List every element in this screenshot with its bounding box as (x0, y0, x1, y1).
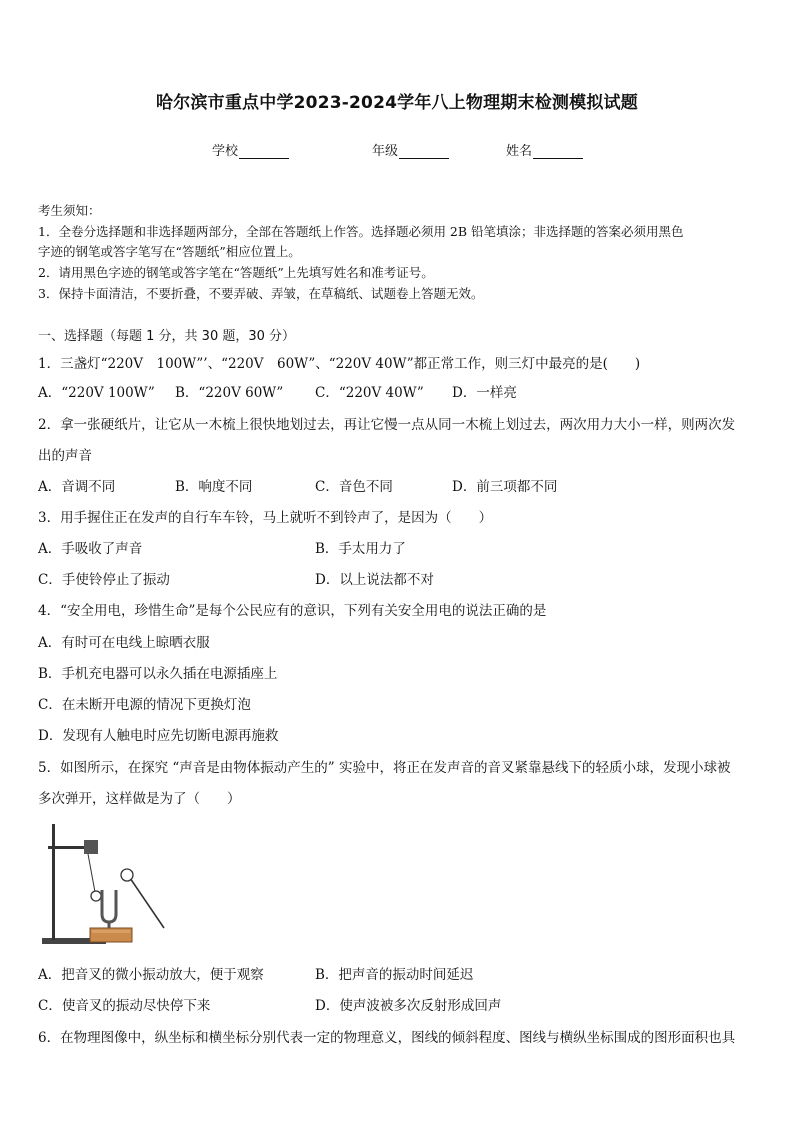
q4-option-b: B．手机充电器可以永久插在电源插座上 (38, 666, 278, 682)
resonance-box-top (92, 930, 130, 933)
tuning-fork (102, 890, 116, 922)
name-blank (533, 144, 583, 159)
question-2-stem: 2．拿一张硬纸片，让它从一木梳上很快地划过去，再让它慢一点从同一木梳上划过去，两次用力大小一样，则两次发 (38, 417, 736, 433)
mallet-handle (130, 878, 164, 928)
grade-label: 年级 (372, 144, 399, 159)
q3-option-c: C．手使铃停止了振动 (38, 572, 170, 588)
q4-option-c: C．在未断开电源的情况下更换灯泡 (38, 697, 251, 713)
question-5-stem: 5．如图所示，在探究 “声音是由物体振动产生的” 实验中，将正在发声音的音叉紧靠悬线下的轻质小球，发现小球被 (38, 760, 731, 776)
grade-blank (399, 144, 449, 159)
q5-option-b: B．把声音的振动时间延迟 (315, 967, 474, 983)
question-1-stem: 1．三盏灯“220V 100W”’、“220V 60W”、“220V 40W”都正常工作，则三灯中最亮的是( ) (38, 356, 641, 372)
tuning-fork-figure (38, 820, 178, 955)
notice-item: 2．请用黑色字迹的钢笔或答字笔在“答题纸”上先填写姓名和准考证号。 (38, 265, 434, 280)
q2-option-a: A．音调不同 (38, 479, 116, 495)
question-5-stem-cont: 多次弹开，这样做是为了（ ） (38, 791, 241, 807)
suspension-string (88, 854, 95, 892)
q1-option-d: D．一样亮 (452, 385, 517, 401)
q1-option-a: A．“220V 100W” (38, 385, 155, 401)
question-2-stem-cont: 出的声音 (38, 448, 92, 464)
mallet-head (121, 869, 133, 881)
section-heading: 一、选择题（每题 1 分，共 30 题，30 分） (38, 329, 296, 344)
notice-heading: 考生须知： (38, 203, 101, 218)
q2-option-b: B．响度不同 (175, 479, 253, 495)
q4-option-d: D．发现有人触电时应先切断电源再施救 (38, 728, 279, 744)
question-4-stem: 4．“安全用电，珍惜生命”是每个公民应有的意识，下列有关安全用电的说法正确的是 (38, 603, 547, 619)
notice-item: 1．全卷分选择题和非选择题两部分，全部在答题纸上作答。选择题必须用 2B 铅笔填涂；非选择题的答案必须用黑色 (38, 224, 684, 239)
school-field (212, 140, 289, 159)
light-ball (91, 891, 101, 901)
q2-option-d: D．前三项都不同 (452, 479, 558, 495)
grade-field (372, 140, 449, 159)
q4-option-a: A．有时可在电线上晾晒衣服 (38, 635, 210, 651)
q1-option-b: B．“220V 60W” (175, 385, 284, 401)
q2-option-c: C．音色不同 (315, 479, 393, 495)
q5-option-c: C．使音叉的振动尽快停下来 (38, 998, 211, 1014)
q5-option-d: D．使声波被多次反射形成回声 (315, 998, 502, 1014)
q5-option-a: A．把音叉的微小振动放大，便于观察 (38, 967, 264, 983)
page-title: 哈尔滨市重点中学2023-2024学年八上物理期末检测模拟试题 (156, 93, 638, 113)
name-label: 姓名 (506, 144, 533, 159)
clamp (84, 840, 98, 854)
notice-item: 3．保持卡面清洁，不要折叠，不要弄破、弄皱，在草稿纸、试题卷上答题无效。 (38, 286, 484, 301)
q3-option-d: D．以上说法都不对 (315, 572, 434, 588)
q3-option-b: B．手太用力了 (315, 541, 406, 557)
question-6-stem: 6．在物理图像中，纵坐标和横坐标分别代表一定的物理意义，图线的倾斜程度、图线与横纵坐标围成的图形面积也具 (38, 1030, 736, 1046)
notice-item: 字迹的钢笔或答字笔写在“答题纸”相应位置上。 (38, 244, 301, 259)
school-blank (239, 144, 289, 159)
q3-option-a: A．手吸收了声音 (38, 541, 143, 557)
question-3-stem: 3．用手握住正在发声的自行车车铃，马上就听不到铃声了，是因为（ ） (38, 510, 493, 526)
school-label: 学校 (212, 144, 239, 159)
q1-option-c: C．“220V 40W” (315, 385, 424, 401)
stand-pole (52, 824, 55, 940)
name-field (506, 140, 583, 159)
